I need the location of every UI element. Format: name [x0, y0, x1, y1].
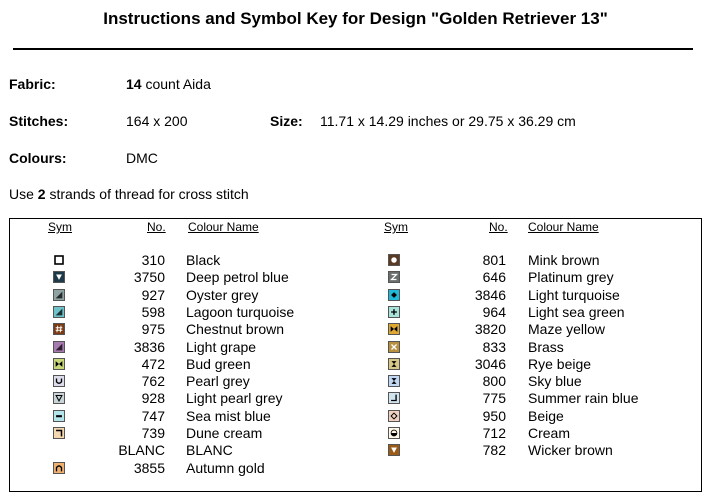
colour-name: Deep petrol blue	[186, 269, 289, 286]
dmc-number: 646	[482, 269, 506, 286]
symbol-diamondoutline-icon	[388, 410, 400, 422]
symbol-key-row	[10, 252, 700, 269]
page-title: Instructions and Symbol Key for Design "Golden Retriever 13"	[103, 9, 608, 28]
fabric-count: 14	[126, 76, 142, 92]
fabric-value	[126, 76, 211, 92]
symbol-circle-icon	[388, 254, 400, 266]
colour-name: Lagoon turquoise	[186, 303, 295, 320]
colour-name: Maze yellow	[528, 321, 606, 338]
header-no-right: No.	[489, 220, 508, 234]
header-name-right: Colour Name	[528, 220, 599, 234]
colour-name: Chestnut brown	[186, 321, 285, 338]
dmc-number: 747	[141, 407, 165, 424]
dmc-number: 762	[141, 373, 165, 390]
symbol-cornerbr-icon	[388, 392, 400, 404]
stitches-label: Stitches:	[9, 113, 69, 129]
symbol-bowtie-icon	[388, 323, 400, 335]
dmc-number: 833	[482, 338, 506, 355]
dmc-number: 3846	[474, 286, 506, 303]
colour-name: Rye beige	[528, 355, 592, 372]
symbol-key-row	[10, 304, 700, 321]
symbol-key-row	[10, 425, 700, 442]
symbol-hourglass-icon	[388, 375, 400, 387]
header-name-left: Colour Name	[188, 220, 259, 234]
colour-name: Brass	[528, 338, 564, 355]
dmc-number: 782	[482, 442, 506, 459]
instruction-post: strands of thread for cross stitch	[45, 186, 249, 202]
colour-name: BLANC	[186, 442, 233, 459]
stitches-value: 164 x 200	[126, 113, 188, 129]
symbol-arch-icon	[53, 462, 65, 474]
strand-count: 2	[37, 186, 46, 202]
header-no-left: No.	[147, 220, 166, 234]
symbol-plus-icon	[388, 306, 400, 318]
dmc-number: 3820	[474, 321, 506, 338]
colour-name: Light pearl grey	[186, 390, 283, 407]
symbol-diamond-icon	[388, 289, 400, 301]
colour-name: Light sea green	[528, 303, 625, 320]
header-sym-left: Sym	[48, 220, 72, 234]
dmc-number: 598	[141, 303, 165, 320]
dmc-number: 801	[482, 252, 506, 268]
dmc-number: 928	[141, 390, 165, 407]
dmc-number: 927	[141, 286, 165, 303]
symbol-key-row	[10, 321, 700, 338]
symbol-key-row	[10, 356, 700, 373]
symbol-key-row	[10, 460, 700, 477]
symbol-key-row	[10, 408, 700, 425]
colour-name: Autumn gold	[186, 459, 265, 476]
symbol-key-row	[10, 442, 700, 459]
symbol-key-row	[10, 390, 700, 407]
colour-name: Dune cream	[186, 425, 263, 441]
header-sym-right: Sym	[384, 220, 408, 234]
dmc-number: 975	[141, 321, 165, 338]
colour-name: Cream	[528, 425, 571, 441]
instruction-pre: Use	[9, 186, 38, 202]
colour-name: Platinum grey	[528, 269, 614, 286]
colour-name: Pearl grey	[186, 373, 250, 390]
colour-name: Sky blue	[528, 373, 582, 390]
dmc-number: 3855	[133, 459, 165, 476]
colour-name: Sea mist blue	[186, 407, 271, 424]
symbol-z-icon	[388, 271, 400, 283]
dmc-number: 950	[482, 407, 506, 424]
symbol-key-row	[10, 373, 700, 390]
dmc-number: 775	[482, 390, 506, 407]
size-value: 11.71 x 14.29 inches or 29.75 x 36.29 cm	[320, 113, 576, 129]
symbol-key-table	[9, 218, 702, 492]
symbol-key-row	[10, 339, 700, 356]
dmc-number: BLANC	[118, 442, 165, 459]
colour-name: Bud green	[186, 355, 251, 372]
colours-value: DMC	[126, 150, 158, 166]
colour-name: Light turquoise	[528, 286, 620, 303]
colours-label: Colours:	[9, 150, 67, 166]
symbol-key-row	[10, 287, 700, 304]
symbol-triangledown-icon	[388, 444, 400, 456]
colour-name: Summer rain blue	[528, 390, 639, 407]
dmc-number: 3046	[474, 355, 506, 372]
dmc-number: 472	[141, 355, 165, 372]
colour-name: Beige	[528, 407, 564, 424]
symbol-x-icon	[388, 341, 400, 353]
dmc-number: 3836	[133, 338, 165, 355]
size-label: Size:	[270, 113, 303, 129]
colour-name: Mink brown	[528, 252, 600, 268]
thread-instruction	[9, 186, 249, 202]
dmc-number: 310	[141, 252, 165, 268]
colour-name: Black	[186, 252, 221, 268]
fabric-label: Fabric:	[9, 76, 56, 92]
colour-name: Wicker brown	[528, 442, 613, 459]
dmc-number: 739	[141, 425, 165, 441]
symbol-halfcircle-icon	[388, 427, 400, 439]
dmc-number: 800	[482, 373, 506, 390]
dmc-number: 3750	[133, 269, 165, 286]
symbol-key-row	[10, 269, 700, 286]
colour-name: Oyster grey	[186, 286, 259, 303]
symbol-hourglass-icon	[388, 358, 400, 370]
dmc-number: 712	[482, 425, 506, 441]
colour-name: Light grape	[186, 338, 257, 355]
fabric-rest: count Aida	[141, 76, 211, 92]
title-rule	[13, 48, 693, 50]
dmc-number: 964	[482, 303, 506, 320]
